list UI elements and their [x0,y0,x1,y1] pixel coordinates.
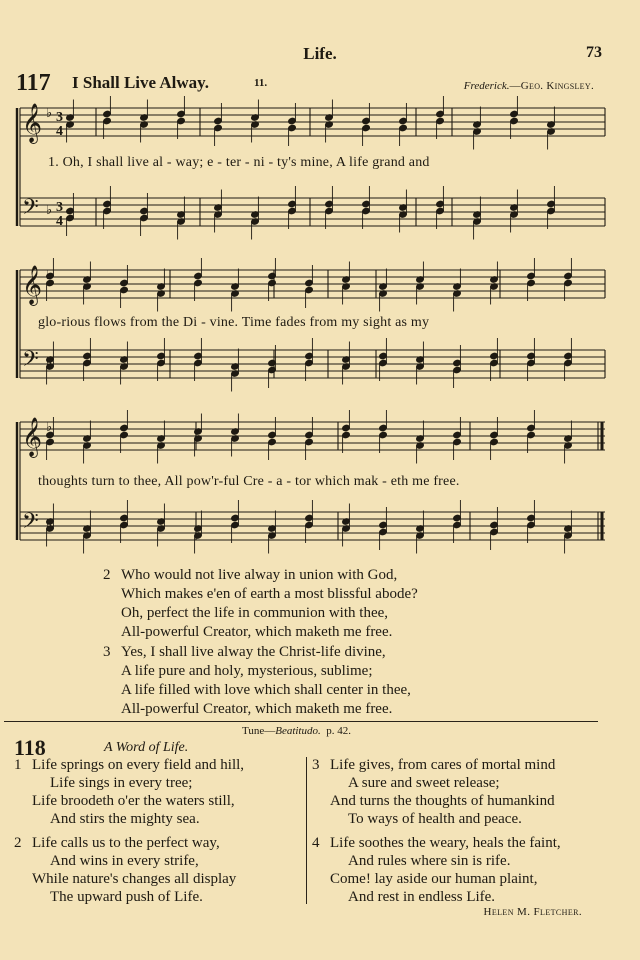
tune-name: Beatitudo. [275,725,321,737]
verse-number: 1 [14,757,22,773]
h118-verse-3 [312,756,555,828]
verse-line: A sure and sweet release; [348,775,500,791]
verse-line: All-powerful Creator, which maketh me free. [121,701,393,717]
time-signature: 4 [56,214,63,229]
time-signature: 4 [56,124,63,139]
verse-number: 4 [312,835,320,851]
meter-mark: 11. [254,77,268,89]
tune-credit: Frederick. [463,80,510,92]
verse-line: A life filled with love which shall center in thee, [121,682,411,698]
verse-line: Who would not live alway in union with God, [121,567,398,583]
verse-line: Life calls us to the perfect way, [32,835,220,851]
hymn-118-author: Helen M. Fletcher. [483,906,582,918]
hymn-118-number: 118 [14,735,46,760]
h118-verse-2 [14,834,236,906]
h118-verse-4 [312,834,561,906]
verse-line: And rest in endless Life. [348,889,496,905]
verse-line: And wins in every strife, [50,853,199,869]
verse-line: Oh, perfect the life in communion with thee, [121,605,389,621]
flat-icon: ♭ [46,203,53,218]
verse-line: And stirs the mighty sea. [50,811,200,827]
verse-line: Life soothes the weary, heals the faint, [330,835,561,851]
lyrics-line-1: 1. Oh, I shall live al - way; e - ter - ni - ty's mine, A life grand and [48,155,430,170]
running-header: Life. [303,44,337,63]
verse-line: Life gives, from cares of mortal mind [330,757,556,773]
treble-clef-icon: 𝄞 [22,265,43,305]
bass-clef-icon: 𝄢 [22,509,39,539]
flat-icon: ♭ [46,106,53,121]
flat-icon: ♭ [46,268,53,283]
verse-line: A life pure and holy, mysterious, sublime; [121,663,373,679]
verse-2 [103,566,418,642]
composer-credit: —Geo. Kingsley. [509,80,594,92]
flat-icon: ♭ [46,517,53,532]
time-signature: 3 [56,110,63,125]
h118-verse-1 [14,756,244,828]
verse-line: Come! lay aside our human plaint, [330,871,538,887]
verse-line: Life sings in every tree; [50,775,193,791]
verse-number: 3 [103,644,111,660]
column-divider [306,757,307,904]
tune-prefix: Tune— [242,725,276,737]
lyrics-line-2: glo-rious flows from the Di - vine. Time fades from my sight as my [38,315,430,330]
verse-line: To ways of health and peace. [348,811,522,827]
verse-number: 2 [103,567,111,583]
treble-clef-icon: 𝄞 [22,103,43,143]
verse-line: Which makes e'en of earth a most blissful abode? [121,586,418,602]
bass-clef-icon: 𝄢 [22,347,39,377]
hymn-117-title: I Shall Live Alway. [72,73,209,92]
verse-number: 2 [14,835,22,851]
lyrics-line-3: thoughts turn to thee, All pow'r-ful Cre - a - tor which mak - eth me free. [38,474,460,489]
verse-line: And turns the thoughts of humankind [330,793,555,809]
verse-line: All-powerful Creator, which maketh me free. [121,624,393,640]
hymn-117-number: 117 [16,70,51,96]
flat-icon: ♭ [46,355,53,370]
page-number: 73 [586,44,602,61]
verse-line: And rules where sin is rife. [348,853,511,869]
tune-reference [242,725,351,737]
hymn-118-title: A Word of Life. [104,740,189,755]
tune-page: p. 42. [326,725,351,737]
verse-line: The upward push of Life. [50,889,203,905]
verse-line: Yes, I shall live alway the Christ-life divine, [121,644,386,660]
treble-clef-icon: 𝄞 [22,417,43,457]
verse-line: While nature's changes all display [32,871,237,887]
bass-clef-icon: 𝄢 [22,195,39,225]
verse-3 [103,643,411,719]
verse-line: Life broodeth o'er the waters still, [32,793,235,809]
time-signature: 3 [56,200,63,215]
verse-line: Life springs on every field and hill, [32,757,245,773]
flat-icon: ♭ [46,420,53,435]
verse-number: 3 [312,757,320,773]
section-divider [4,721,598,722]
